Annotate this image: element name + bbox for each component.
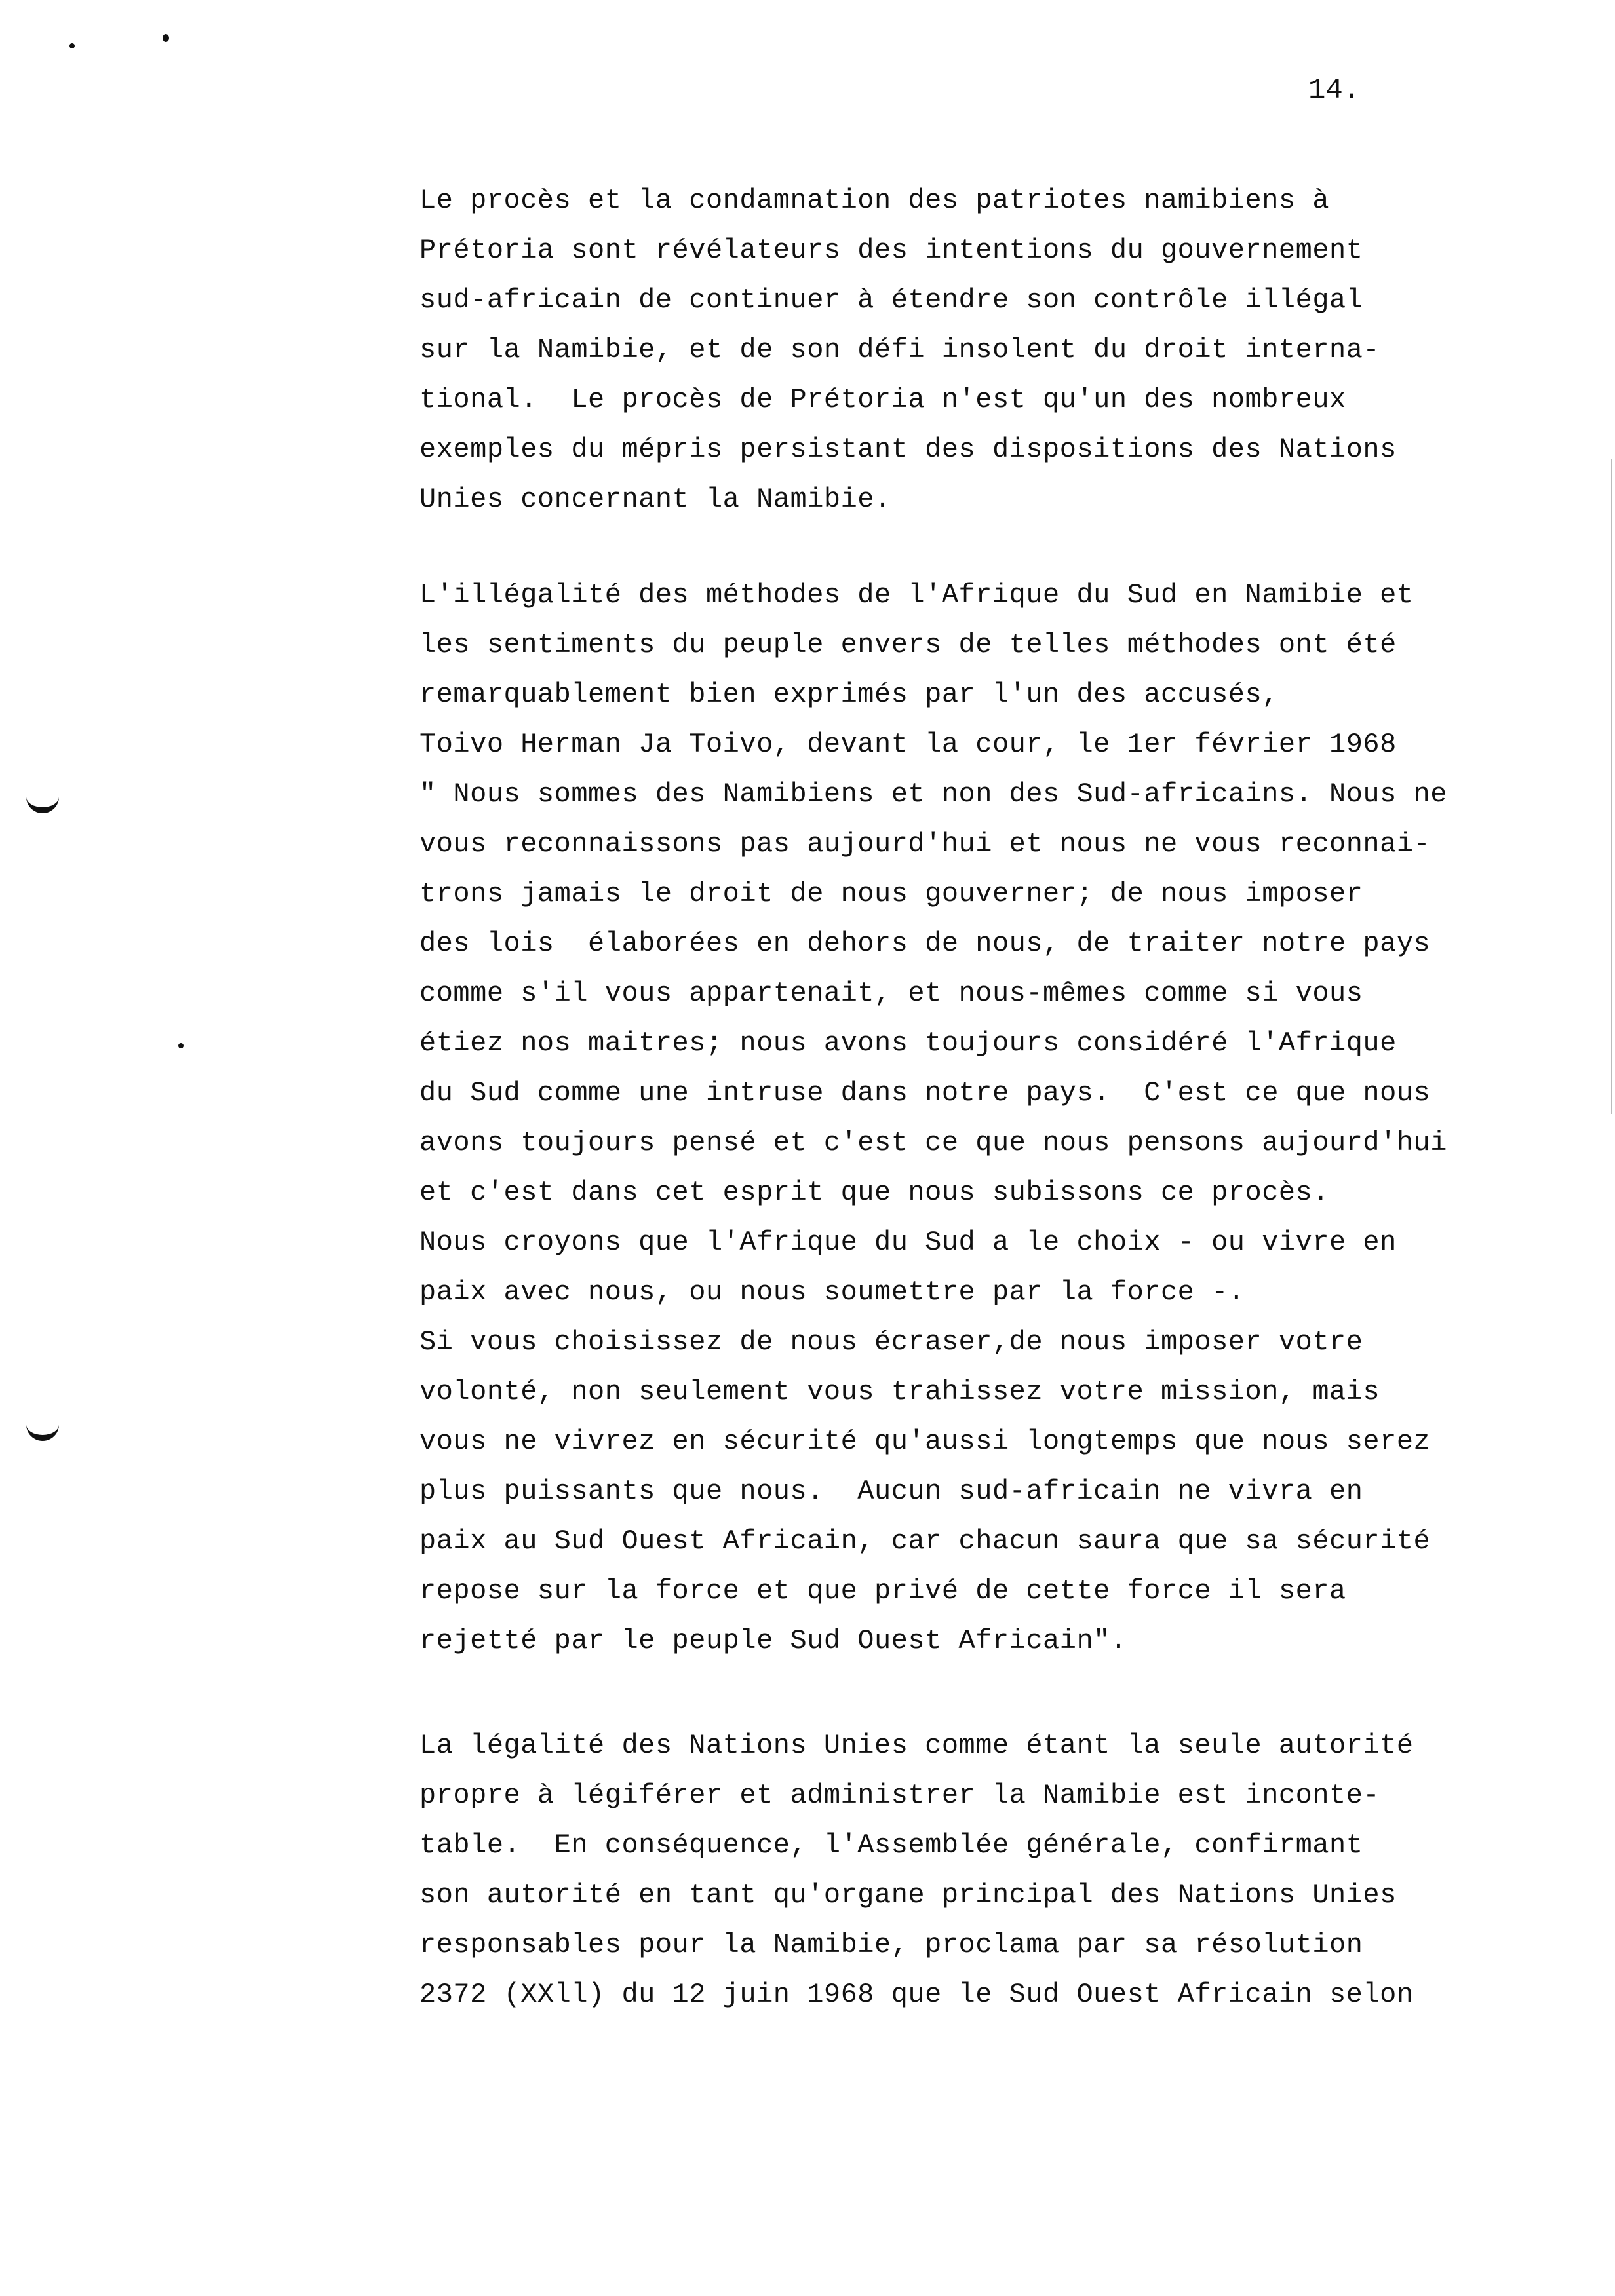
- page-number: 14.: [1308, 74, 1361, 107]
- text-line: les sentiments du peuple envers de telles méthodes ont été: [419, 629, 1397, 660]
- text-line: sur la Namibie, et de son défi insolent du droit interna-: [419, 334, 1380, 366]
- text-line: Toivo Herman Ja Toivo, devant la cour, le 1er février 1968: [419, 729, 1397, 760]
- text-line: trons jamais le droit de nous gouverner; de nous imposer: [419, 878, 1363, 909]
- text-line: repose sur la force et que privé de cette force il sera: [419, 1575, 1346, 1607]
- text-line: La légalité des Nations Unies comme étant la seule autorité: [419, 1730, 1414, 1761]
- text-line: volonté, non seulement vous trahissez votre mission, mais: [419, 1376, 1380, 1407]
- scan-speck: [178, 1043, 184, 1048]
- text-line: responsables pour la Namibie, proclama par sa résolution: [419, 1929, 1363, 1961]
- text-line: Prétoria sont révélateurs des intentions du gouvernement: [419, 235, 1363, 266]
- text-line: et c'est dans cet esprit que nous subissons ce procès.: [419, 1177, 1330, 1208]
- text-line: du Sud comme une intruse dans notre pays. C'est ce que nous: [419, 1077, 1431, 1109]
- text-line: exemples du mépris persistant des dispositions des Nations: [419, 434, 1397, 465]
- text-line: son autorité en tant qu'organe principal des Nations Unies: [419, 1879, 1397, 1911]
- scan-speck: [69, 43, 75, 48]
- text-line: vous ne vivrez en sécurité qu'aussi longtemps que nous serez: [419, 1426, 1431, 1457]
- text-line: avons toujours pensé et c'est ce que nous pensons aujourd'hui: [419, 1127, 1447, 1158]
- text-line: table. En conséquence, l'Assemblée générale, confirmant: [419, 1829, 1363, 1861]
- text-line: rejetté par le peuple Sud Ouest Africain".: [419, 1625, 1127, 1656]
- text-line: des lois élaborées en dehors de nous, de traiter notre pays: [419, 928, 1431, 959]
- text-line: Si vous choisissez de nous écraser,de nous imposer votre: [419, 1326, 1363, 1358]
- text-line: paix au Sud Ouest Africain, car chacun saura que sa sécurité: [419, 1525, 1431, 1557]
- scan-speck: [163, 34, 169, 42]
- text-line: Le procès et la condamnation des patriotes namibiens à: [419, 185, 1330, 216]
- text-line: comme s'il vous appartenait, et nous-mêmes comme si vous: [419, 978, 1363, 1009]
- punch-hole-mark: [26, 1418, 59, 1441]
- text-line: paix avec nous, ou nous soumettre par la force -.: [419, 1276, 1245, 1308]
- text-line: étiez nos maitres; nous avons toujours considéré l'Afrique: [419, 1027, 1397, 1059]
- punch-hole-mark: [26, 790, 59, 813]
- text-line: sud-africain de continuer à étendre son contrôle illégal: [419, 284, 1363, 316]
- text-line: remarquablement bien exprimés par l'un des accusés,: [419, 679, 1279, 710]
- text-line: " Nous sommes des Namibiens et non des Sud-africains. Nous ne: [419, 778, 1447, 810]
- page-edge-line: [1611, 459, 1612, 1114]
- text-line: tional. Le procès de Prétoria n'est qu'un des nombreux: [419, 384, 1346, 415]
- text-line: propre à légiférer et administrer la Namibie est inconte-: [419, 1780, 1380, 1811]
- text-line: vous reconnaissons pas aujourd'hui et nous ne vous reconnai-: [419, 828, 1431, 860]
- text-line: L'illégalité des méthodes de l'Afrique du Sud en Namibie et: [419, 579, 1414, 611]
- text-line: plus puissants que nous. Aucun sud-africain ne vivra en: [419, 1476, 1363, 1507]
- text-line: 2372 (XXll) du 12 juin 1968 que le Sud Ouest Africain selon: [419, 1979, 1414, 2010]
- text-line: Unies concernant la Namibie.: [419, 484, 891, 515]
- text-line: Nous croyons que l'Afrique du Sud a le choix - ou vivre en: [419, 1227, 1397, 1258]
